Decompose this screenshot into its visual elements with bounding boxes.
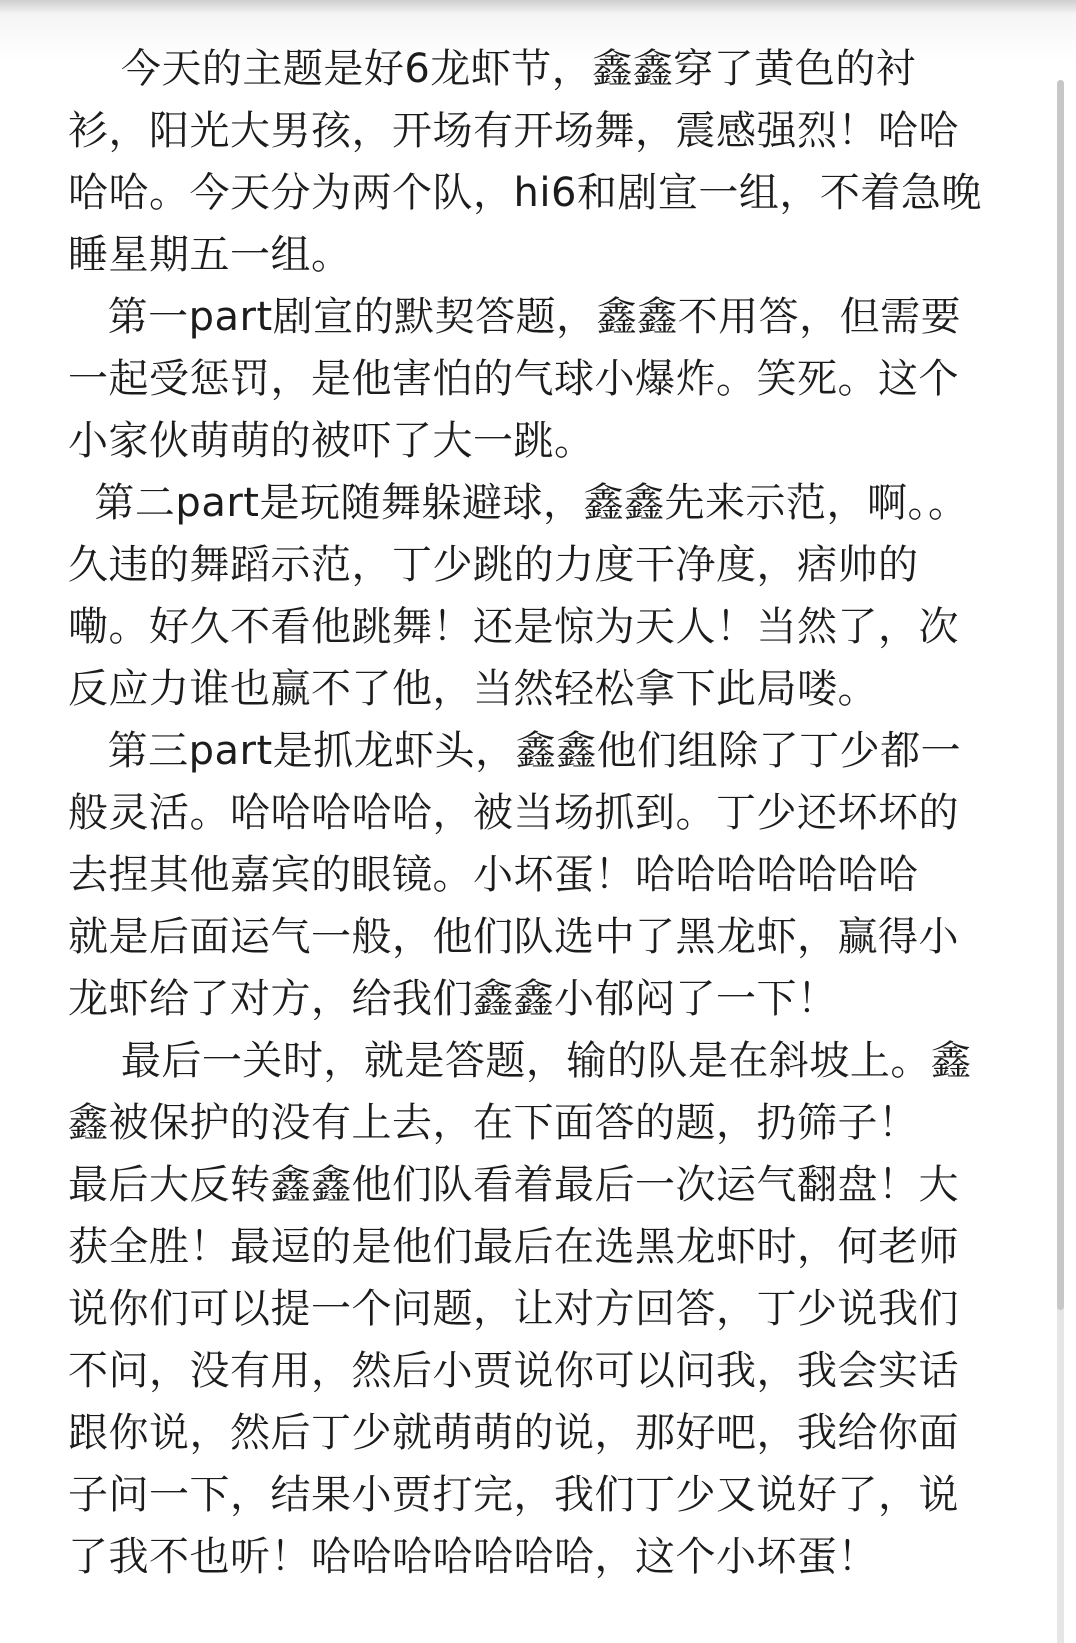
article-line: 久违的舞蹈示范，丁少跳的力度干净度，痞帅的 — [68, 542, 919, 588]
article-line: 一起受惩罚，是他害怕的气球小爆炸。笑死。这个 — [68, 356, 959, 402]
article-line: 今天的主题是好6龙虾节，鑫鑫穿了黄色的衬 — [68, 46, 917, 92]
article-line: 鑫被保护的没有上去，在下面答的题，扔筛子！ — [68, 1100, 919, 1146]
article-line: 最后一关时，就是答题，输的队是在斜坡上。鑫 — [68, 1038, 972, 1084]
article-line: 般灵活。哈哈哈哈哈，被当场抓到。丁少还坏坏的 — [68, 790, 959, 836]
article-line: 睡星期五一组。 — [68, 232, 352, 278]
article-line: 反应力谁也赢不了他，当然轻松拿下此局喽。 — [68, 666, 878, 712]
article-line: 去捏其他嘉宾的眼镜。小坏蛋！哈哈哈哈哈哈哈 — [68, 852, 919, 898]
top-edge-shadow — [0, 0, 1076, 14]
article-line: 就是后面运气一般，他们队选中了黑龙虾，赢得小 — [68, 914, 959, 960]
article-line: 了我不也听！哈哈哈哈哈哈哈，这个小坏蛋！ — [68, 1534, 878, 1580]
scrollbar-thumb[interactable] — [1057, 80, 1064, 1310]
article-line: 最后大反转鑫鑫他们队看着最后一次运气翻盘！大 — [68, 1162, 959, 1208]
article-line: 说你们可以提一个问题，让对方回答，丁少说我们 — [68, 1286, 959, 1332]
article-line: 小家伙萌萌的被吓了大一跳。 — [68, 418, 595, 464]
article-line: 衫，阳光大男孩，开场有开场舞，震感强烈！哈哈 — [68, 108, 959, 154]
article-line: 哈哈。今天分为两个队，hi6和剧宣一组，不着急晚 — [68, 170, 982, 216]
article-line: 龙虾给了对方，给我们鑫鑫小郁闷了一下！ — [68, 976, 838, 1022]
article-line: 跟你说，然后丁少就萌萌的说，那好吧，我给你面 — [68, 1410, 959, 1456]
article-line: 第三part是抓龙虾头，鑫鑫他们组除了丁少都一 — [68, 728, 962, 774]
article-body — [68, 38, 998, 1588]
article-line: 第一part剧宣的默契答题，鑫鑫不用答，但需要 — [68, 294, 962, 340]
vertical-scrollbar[interactable] — [1057, 80, 1064, 1643]
article-line: 不问，没有用，然后小贾说你可以问我，我会实话 — [68, 1348, 959, 1394]
article-line: 嘞。好久不看他跳舞！还是惊为天人！当然了，次 — [68, 604, 959, 650]
article-line: 获全胜！最逗的是他们最后在选黑龙虾时，何老师 — [68, 1224, 959, 1270]
article-line: 第二part是玩随舞躲避球，鑫鑫先来示范，啊。。 — [68, 480, 969, 526]
article-line: 子问一下，结果小贾打完，我们丁少又说好了，说 — [68, 1472, 959, 1518]
